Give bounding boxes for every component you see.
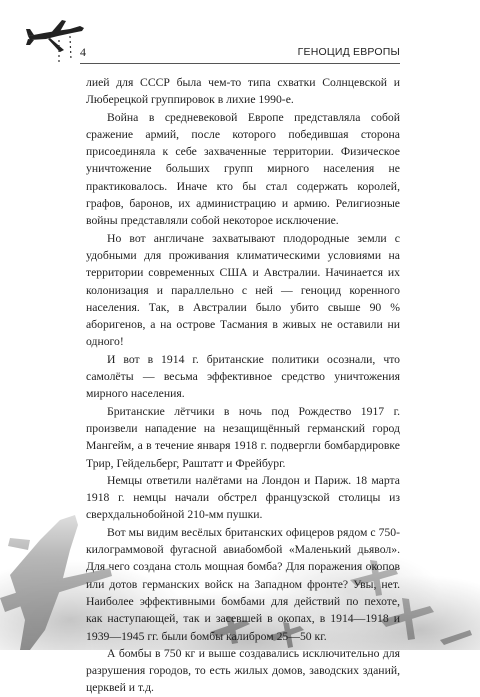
paragraph: Но вот англичане захватывают плодородные земли с удобными для проживания климатическими условиями на территории современных США и Австралии. Начинается их колонизация и параллельно с ней — геноцид коренного населения. Так, в Австралии было убито свыше 90 % аборигенов, а на острове Тасмания в живых не оставили ни одного! <box>86 231 400 349</box>
header-rule <box>80 63 400 64</box>
paragraph: А бомбы в 750 кг и выше создавались исключительно для разрушения городов, то есть жилых домов, заводских зданий, церквей и т.д. <box>86 646 400 695</box>
paragraph: лией для СССР была чем-то типа схватки Солнцевской и Люберецкой группировок в лихие 1990-е. <box>86 76 400 107</box>
paragraph: Война в средневековой Европе представляла собой сражение армий, после которого победившая сторона присоединяла к себе захваченные территории. Физическое уничтожение больших групп мирного населения не практиковалось. Иначе кто бы стал содержать королей, графов, баронов, их администрацию и армию. Религиозные войны представляли собой некоторое исключение. <box>86 110 400 228</box>
running-header: ГЕНОЦИД ЕВРОПЫ <box>297 46 400 58</box>
airplane-icon <box>26 14 86 66</box>
page-number: 4 <box>80 45 86 59</box>
paragraph: И вот в 1914 г. британские политики осознали, что самолёты — весьма эффективное средство уничтожения мирного населения. <box>86 352 400 401</box>
paragraph: Британские лётчики в ночь под Рождество 1917 г. произвели нападение на незащищённый германский город Мангейм, а в течение января 1918 г. подвергли бомбардировке Трир, Гейдельберг, Раштатт и Фрейбург. <box>86 404 400 470</box>
paragraph: Вот мы видим весёлых британских офицеров рядом с 750-килограммовой фугасной авиабомбой «Маленький дьявол». Для чего создана столь мощная бомба? Для поражения окопов или дотов германских войск на Западном фронте? Увы, нет. Наиболее эффективными бомбами для действий по пехоте, как наступающей, так и засевшей в окопах, в 1914—1918 и 1939—1945 гг. были бомбы калибром 25—50 кг. <box>86 525 400 643</box>
paragraph: Немцы ответили налётами на Лондон и Париж. 18 марта 1918 г. немцы начали обстрел французской столицы из сверхдальнобойной 210-мм пушки. <box>86 473 400 522</box>
body-text <box>86 74 400 697</box>
